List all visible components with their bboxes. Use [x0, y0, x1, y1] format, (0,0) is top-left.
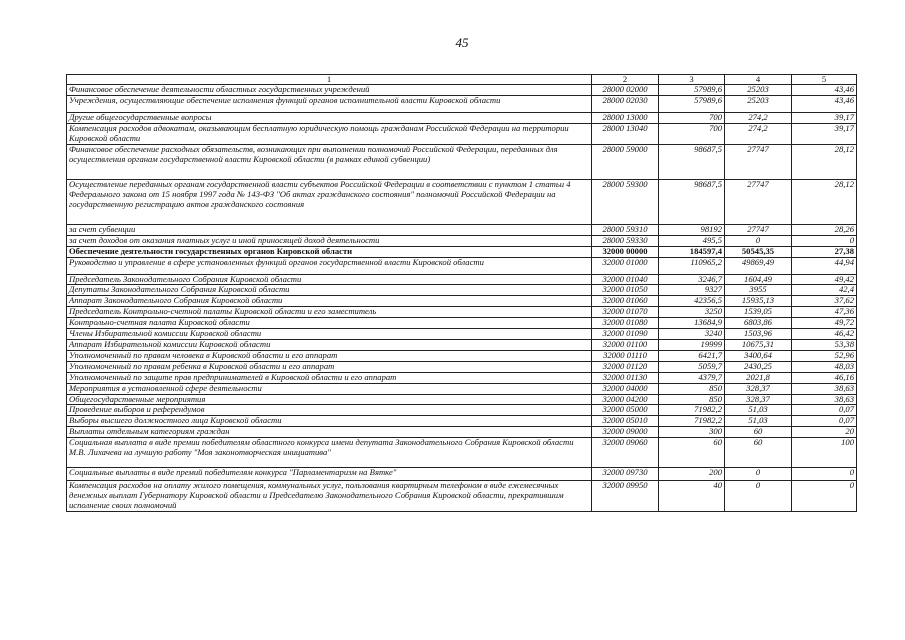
- row-percent-cell: 37,62: [792, 296, 857, 307]
- row-actual-cell: 328,37: [725, 383, 792, 394]
- row-percent-cell: 38,63: [792, 383, 857, 394]
- row-actual-cell: 27747: [725, 144, 792, 179]
- row-actual-cell: 27747: [725, 224, 792, 235]
- row-percent-cell: 46,42: [792, 329, 857, 340]
- row-code-cell: 28000 59300: [592, 179, 659, 224]
- table-body: [67, 85, 857, 512]
- row-plan-cell: 3246,7: [659, 274, 725, 285]
- row-plan-cell: 9327: [659, 285, 725, 296]
- row-code-cell: 32000 01090: [592, 329, 659, 340]
- row-code-cell: 32000 00000: [592, 246, 659, 257]
- row-name-cell: Руководство и управление в сфере установленных функций органов государственной власти Кировской области: [67, 257, 592, 274]
- row-plan-cell: 71982,2: [659, 405, 725, 416]
- row-actual-cell: 60: [725, 427, 792, 438]
- row-code-cell: 32000 09060: [592, 438, 659, 468]
- table-row: [67, 468, 857, 481]
- row-percent-cell: 20: [792, 427, 857, 438]
- row-plan-cell: 98192: [659, 224, 725, 235]
- row-code-cell: 28000 59000: [592, 144, 659, 179]
- table-row: [67, 372, 857, 383]
- row-plan-cell: 700: [659, 112, 725, 123]
- row-code-cell: 32000 04200: [592, 394, 659, 405]
- row-plan-cell: 98687,5: [659, 144, 725, 179]
- row-percent-cell: 52,96: [792, 350, 857, 361]
- row-plan-cell: 57989,6: [659, 95, 725, 112]
- row-actual-cell: 50545,35: [725, 246, 792, 257]
- table-row: [67, 481, 857, 512]
- row-code-cell: 32000 01130: [592, 372, 659, 383]
- table-row: [67, 318, 857, 329]
- table-row: [67, 339, 857, 350]
- row-name-cell: Социальная выплата в виде премии победителям областного конкурса имени депутата Законодательного Собрания Кировской области М.В. Лихачева на лучшую работу "Моя законотворческая инициатива": [67, 438, 592, 468]
- row-actual-cell: 0: [725, 235, 792, 246]
- row-percent-cell: 49,42: [792, 274, 857, 285]
- row-code-cell: 32000 01000: [592, 257, 659, 274]
- row-percent-cell: 28,12: [792, 144, 857, 179]
- row-percent-cell: 28,12: [792, 179, 857, 224]
- row-plan-cell: 42356,5: [659, 296, 725, 307]
- row-code-cell: 32000 04000: [592, 383, 659, 394]
- row-name-cell: Выборы высшего должностного лица Кировской области: [67, 416, 592, 427]
- row-actual-cell: 15935,13: [725, 296, 792, 307]
- row-percent-cell: 0: [792, 235, 857, 246]
- row-name-cell: Социальные выплаты в виде премий победителям конкурса "Парламентаризм на Вятке": [67, 468, 592, 481]
- row-plan-cell: 700: [659, 123, 725, 144]
- row-actual-cell: 6803,86: [725, 318, 792, 329]
- row-name-cell: Контрольно-счетная палата Кировской области: [67, 318, 592, 329]
- row-code-cell: 32000 01110: [592, 350, 659, 361]
- row-code-cell: 32000 05010: [592, 416, 659, 427]
- row-name-cell: Аппарат Избирательной комиссии Кировской области: [67, 339, 592, 350]
- row-name-cell: Проведение выборов и референдумов: [67, 405, 592, 416]
- row-actual-cell: 51,03: [725, 416, 792, 427]
- row-actual-cell: 0: [725, 468, 792, 481]
- page-number: 45: [455, 35, 469, 50]
- row-plan-cell: 200: [659, 468, 725, 481]
- row-name-cell: Финансовое обеспечение деятельности областных государственных учреждений: [67, 85, 592, 96]
- row-plan-cell: 184597,4: [659, 246, 725, 257]
- row-name-cell: Уполномоченный по правам ребенка в Кировской области и его аппарат: [67, 361, 592, 372]
- row-code-cell: 32000 01050: [592, 285, 659, 296]
- row-code-cell: 32000 09000: [592, 427, 659, 438]
- row-percent-cell: 100: [792, 438, 857, 468]
- row-percent-cell: 43,46: [792, 95, 857, 112]
- table-row: [67, 144, 857, 179]
- row-code-cell: 28000 02000: [592, 85, 659, 96]
- row-code-cell: 32000 01040: [592, 274, 659, 285]
- table-row: [67, 394, 857, 405]
- row-code-cell: 32000 01120: [592, 361, 659, 372]
- table-header-row: [67, 75, 857, 85]
- column-header: 2: [592, 75, 659, 85]
- row-plan-cell: 3240: [659, 329, 725, 340]
- row-name-cell: Компенсация расходов адвокатам, оказывающим бесплатную юридическую помощь гражданам Российской Федерации на территории Кировской области: [67, 123, 592, 144]
- table-row: [67, 246, 857, 257]
- column-header: 4: [725, 75, 792, 85]
- row-name-cell: Уполномоченный по правам человека в Кировской области и его аппарат: [67, 350, 592, 361]
- row-percent-cell: 27,38: [792, 246, 857, 257]
- row-percent-cell: 39,17: [792, 123, 857, 144]
- row-plan-cell: 850: [659, 383, 725, 394]
- row-code-cell: 28000 59310: [592, 224, 659, 235]
- table-row: [67, 257, 857, 274]
- row-code-cell: 32000 01100: [592, 339, 659, 350]
- row-name-cell: Финансовое обеспечение расходных обязательств, возникающих при выполнении полномочий Российской Федерации, переданных для осуществления органам государственной власти Кировской области (в рамках единой субвенции): [67, 144, 592, 179]
- row-name-cell: Мероприятия в установленной сфере деятельности: [67, 383, 592, 394]
- row-name-cell: Уполномоченный по защите прав предпринимателей в Кировской области и его аппарат: [67, 372, 592, 383]
- table-row: [67, 85, 857, 96]
- table-row: [67, 416, 857, 427]
- row-percent-cell: 53,38: [792, 339, 857, 350]
- table-row: [67, 123, 857, 144]
- row-actual-cell: 3955: [725, 285, 792, 296]
- row-actual-cell: 1604,49: [725, 274, 792, 285]
- row-code-cell: 32000 09730: [592, 468, 659, 481]
- row-plan-cell: 19999: [659, 339, 725, 350]
- row-name-cell: Другие общегосударственные вопросы: [67, 112, 592, 123]
- row-name-cell: Общегосударственные мероприятия: [67, 394, 592, 405]
- row-percent-cell: 48,03: [792, 361, 857, 372]
- row-percent-cell: 42,4: [792, 285, 857, 296]
- row-plan-cell: 495,5: [659, 235, 725, 246]
- table-row: [67, 235, 857, 246]
- row-name-cell: Обеспечение деятельности государственных органов Кировской области: [67, 246, 592, 257]
- row-name-cell: Члены Избирательной комиссии Кировской области: [67, 329, 592, 340]
- row-name-cell: Учреждения, осуществляющие обеспечение исполнения функций органов исполнительной власти Кировской области: [67, 95, 592, 112]
- row-code-cell: 32000 01070: [592, 307, 659, 318]
- table-row: [67, 274, 857, 285]
- row-name-cell: Аппарат Законодательного Собрания Кировской области: [67, 296, 592, 307]
- row-actual-cell: 2430,25: [725, 361, 792, 372]
- table-row: [67, 179, 857, 224]
- row-actual-cell: 49869,49: [725, 257, 792, 274]
- row-plan-cell: 71982,2: [659, 416, 725, 427]
- row-percent-cell: 44,94: [792, 257, 857, 274]
- row-code-cell: 32000 09950: [592, 481, 659, 512]
- row-plan-cell: 6421,7: [659, 350, 725, 361]
- row-percent-cell: 43,46: [792, 85, 857, 96]
- row-actual-cell: 60: [725, 438, 792, 468]
- row-plan-cell: 3250: [659, 307, 725, 318]
- row-plan-cell: 40: [659, 481, 725, 512]
- row-plan-cell: 4379,7: [659, 372, 725, 383]
- row-actual-cell: 10675,31: [725, 339, 792, 350]
- row-plan-cell: 57989,6: [659, 85, 725, 96]
- row-name-cell: Председатель Контрольно-счетной палаты Кировской области и его заместитель: [67, 307, 592, 318]
- row-plan-cell: 60: [659, 438, 725, 468]
- row-percent-cell: 39,17: [792, 112, 857, 123]
- table-row: [67, 350, 857, 361]
- row-actual-cell: 328,37: [725, 394, 792, 405]
- row-percent-cell: 0: [792, 468, 857, 481]
- row-name-cell: за счет доходов от оказания платных услуг и иной приносящей доход деятельности: [67, 235, 592, 246]
- row-plan-cell: 300: [659, 427, 725, 438]
- row-percent-cell: 38,63: [792, 394, 857, 405]
- row-plan-cell: 13684,9: [659, 318, 725, 329]
- row-code-cell: 28000 02030: [592, 95, 659, 112]
- row-percent-cell: 0,07: [792, 416, 857, 427]
- row-percent-cell: 47,36: [792, 307, 857, 318]
- row-actual-cell: 3400,64: [725, 350, 792, 361]
- row-percent-cell: 28,26: [792, 224, 857, 235]
- row-code-cell: 32000 01080: [592, 318, 659, 329]
- row-plan-cell: 5059,7: [659, 361, 725, 372]
- row-percent-cell: 0: [792, 481, 857, 512]
- row-name-cell: за счет субвенции: [67, 224, 592, 235]
- budget-table: [66, 74, 857, 512]
- row-plan-cell: 98687,5: [659, 179, 725, 224]
- column-header: 3: [659, 75, 725, 85]
- row-name-cell: Председатель Законодательного Собрания Кировской области: [67, 274, 592, 285]
- row-actual-cell: 1539,05: [725, 307, 792, 318]
- row-actual-cell: 2021,8: [725, 372, 792, 383]
- row-code-cell: 28000 13040: [592, 123, 659, 144]
- table-row: [67, 405, 857, 416]
- table-row: [67, 438, 857, 468]
- row-percent-cell: 49,72: [792, 318, 857, 329]
- row-code-cell: 32000 05000: [592, 405, 659, 416]
- table-row: [67, 224, 857, 235]
- table-row: [67, 427, 857, 438]
- row-actual-cell: 25203: [725, 95, 792, 112]
- row-actual-cell: 0: [725, 481, 792, 512]
- row-name-cell: Выплаты отдельным категориям граждан: [67, 427, 592, 438]
- row-actual-cell: 274,2: [725, 123, 792, 144]
- row-name-cell: Депутаты Законодательного Собрания Кировской области: [67, 285, 592, 296]
- row-actual-cell: 27747: [725, 179, 792, 224]
- row-name-cell: Осуществление переданных органам государственной власти субъектов Российской Федерации в соответствии с пунктом 1 статьи 4 Федерального закона от 15 ноября 1997 года № 143-ФЗ "Об актах гражданского состояния" полномочий Российской Федерации на государственную регистрацию актов гражданского состояния: [67, 179, 592, 224]
- table-row: [67, 95, 857, 112]
- table-row: [67, 296, 857, 307]
- row-percent-cell: 46,16: [792, 372, 857, 383]
- row-code-cell: 32000 01060: [592, 296, 659, 307]
- table-row: [67, 285, 857, 296]
- row-code-cell: 28000 59330: [592, 235, 659, 246]
- table-row: [67, 361, 857, 372]
- row-actual-cell: 1503,96: [725, 329, 792, 340]
- row-plan-cell: 110965,2: [659, 257, 725, 274]
- table-row: [67, 112, 857, 123]
- table-row: [67, 307, 857, 318]
- column-header: 5: [792, 75, 857, 85]
- row-actual-cell: 274,2: [725, 112, 792, 123]
- row-name-cell: Компенсация расходов на оплату жилого помещения, коммунальных услуг, пользования квартирным телефоном в виде ежемесячных денежных выплат Губернатору Кировской области и Председателю Законодательного Собрания Кировской области, прекратившим исполнение своих полномочий: [67, 481, 592, 512]
- column-header: 1: [67, 75, 592, 85]
- table-row: [67, 329, 857, 340]
- row-plan-cell: 850: [659, 394, 725, 405]
- row-code-cell: 28000 13000: [592, 112, 659, 123]
- row-actual-cell: 51,03: [725, 405, 792, 416]
- row-actual-cell: 25203: [725, 85, 792, 96]
- row-percent-cell: 0,07: [792, 405, 857, 416]
- table-row: [67, 383, 857, 394]
